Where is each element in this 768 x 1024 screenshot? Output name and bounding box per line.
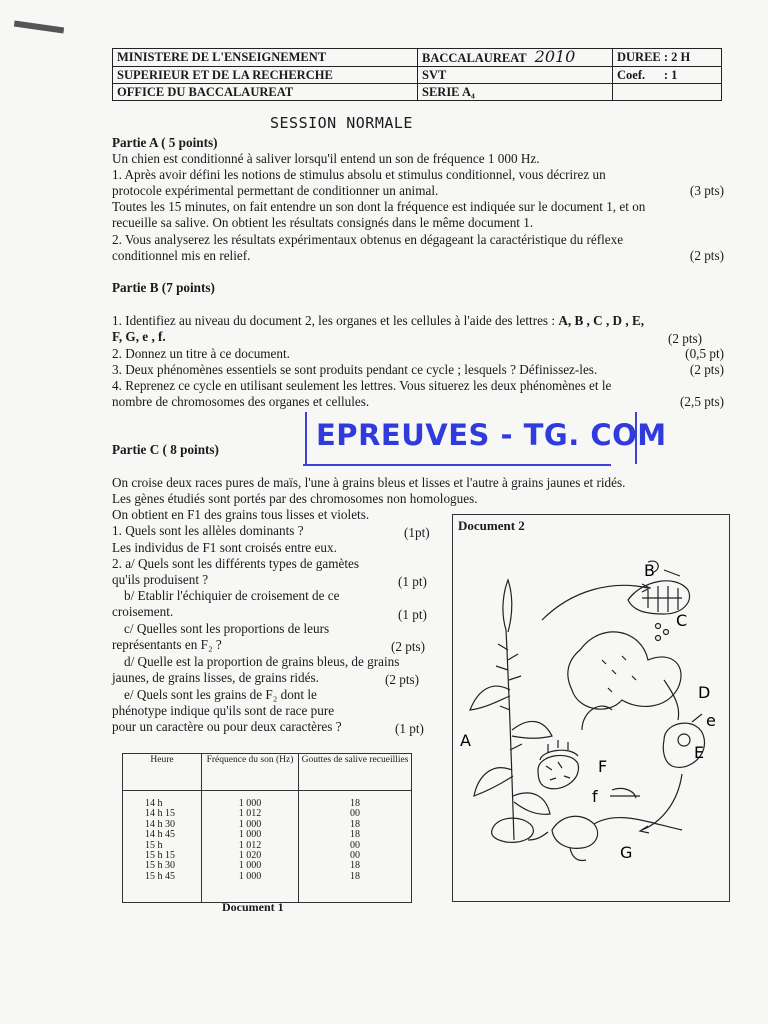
nucleus [678, 734, 690, 746]
partie-b-q1-letters-2: F, G, e , f. [112, 329, 166, 344]
table-cell-frequence: 1 012 [238, 839, 262, 851]
partie-b-title: Partie B (7 points) [112, 280, 215, 295]
partie-a-line: Toutes les 15 minutes, on fait entendre un son dont la fréquence est indiquée sur le document 1, et on [112, 199, 646, 214]
partie-c-q2b-2: croisement. [112, 604, 174, 619]
table-cell-heure: 15 h 45 [145, 870, 175, 882]
flower-d [568, 632, 681, 709]
partie-c-f1: Les individus de F1 sont croisés entre eux. [112, 540, 337, 555]
partie-b-q4-text: nombre de chromosomes des organes et cellules. [112, 394, 370, 409]
partie-c-q2e: e/ Quels sont les grains de F₂ dont le [124, 687, 317, 702]
points: (2 pts) [689, 248, 724, 263]
partie-c-q2c-2: représentants en F₂ ? [112, 637, 222, 652]
partie-c-q1: 1. Quels sont les allèles dominants ? [112, 523, 304, 538]
partie-c-q2a: 2. a/ Quels sont les différents types de gamètes [112, 556, 359, 571]
points: (2 pts) [689, 362, 724, 377]
partie-a-line: Un chien est conditionné à saliver lorsqu'il entend un son de fréquence 1 000 Hz. [112, 151, 540, 166]
points: (1 pt) [395, 721, 424, 736]
partie-b-q3-text: 3. Deux phénomènes essentiels se sont produits pendant ce cycle ; lesquels ? Définissez-les. [112, 362, 598, 377]
ministry-line-2: SUPERIEUR ET DE LA RECHERCHE [113, 67, 418, 84]
document-1-table [122, 753, 412, 903]
points: (2 pts) [391, 639, 426, 654]
label-f-lower: f [592, 787, 598, 806]
table-cell-frequence: 1 000 [238, 860, 262, 872]
plant-stem [506, 630, 514, 840]
points: (2 pts) [668, 331, 703, 346]
label-pointer [692, 714, 702, 722]
partie-c-intro: Les gènes étudiés sont portés par des chromosomes non homologues. [112, 491, 478, 506]
partie-c-q2b: b/ Etablir l'échiquier de croisement de ce [124, 588, 340, 603]
partie-a-line-text: conditionnel mis en relief. [112, 248, 251, 263]
cycle-arrow [664, 680, 679, 720]
coef-cell: Coef. : 1 [613, 67, 722, 84]
pollen-grain [664, 630, 669, 635]
exam-year: 2010 [534, 47, 576, 66]
partie-c-q2d: d/ Quelle est la proportion de grains bleus, de grains [124, 654, 400, 669]
points: (1pt) [404, 525, 430, 540]
table-header: Fréquence du son (Hz) [202, 754, 299, 791]
table-cell-frequence: 1 000 [238, 829, 262, 841]
label-a: A [460, 731, 471, 750]
plant-leaf [470, 686, 510, 710]
table-cell-frequence: 1 012 [238, 808, 262, 820]
points: (1 pt) [398, 607, 427, 622]
points: (1 pt) [398, 574, 427, 589]
watermark-stamp: EPREUVES - TG. COM [316, 418, 667, 452]
label-g: G [620, 843, 633, 862]
exam-cell [418, 49, 613, 67]
partie-c-q2a-2: qu'ils produisent ? [112, 572, 209, 587]
structure-f [610, 788, 640, 798]
table-cell-heure: 15 h 15 [145, 850, 175, 862]
partie-b-q2 [112, 345, 724, 362]
label-c: C [676, 611, 688, 630]
partie-a-line [112, 247, 724, 264]
points: (2 pts) [385, 672, 420, 687]
table-column-gouttes [299, 791, 412, 903]
anther-cells [642, 586, 682, 612]
flower-dots [602, 656, 636, 692]
table-cell-gouttes: 18 [350, 818, 360, 830]
subject-cell: SVT [418, 67, 613, 84]
partie-a-line: 1. Après avoir défini les notions de stimulus absolu et stimulus conditionnel, vous décrirez un [112, 167, 606, 182]
table-cell-frequence: 1 020 [238, 850, 262, 862]
partie-c-q2e-2: phénotype indique qu'ils sont de race pure [112, 703, 335, 718]
pollen-grain [656, 624, 661, 629]
seed-root [570, 848, 586, 861]
points: (0,5 pt) [685, 346, 724, 361]
table-cell-frequence: 1 000 [238, 818, 262, 830]
points: (3 pts) [689, 183, 724, 198]
cycle-arrow [542, 585, 648, 620]
partie-b-q2-text: 2. Donnez un titre à ce document. [112, 346, 290, 361]
plant-life-cycle-illustration [452, 540, 728, 900]
partie-b-q3 [112, 361, 724, 378]
table-header: Heure [123, 754, 202, 791]
label-b: B [644, 561, 655, 580]
table-cell-gouttes: 18 [350, 860, 360, 872]
label-e-lower: e [706, 711, 716, 730]
pollen-grain [656, 636, 661, 641]
seed-g [552, 816, 598, 848]
table-cell-heure: 14 h 45 [145, 829, 175, 841]
partie-b-q4: 4. Reprenez ce cycle en utilisant seulement les lettres. Vous situerez les deux phénomènes et le [112, 378, 612, 393]
table-cell-heure: 14 h [145, 798, 163, 809]
empty-cell [613, 84, 722, 101]
scan-mark [14, 21, 64, 34]
exam-name: BACCALAUREAT [422, 51, 527, 65]
partie-a-line [112, 182, 724, 199]
table-cell-heure: 15 h 30 [145, 860, 175, 872]
table-cell-frequence: 1 000 [238, 798, 262, 809]
partie-b-q1-letters: A, B , C , D , E, [558, 313, 645, 328]
partie-c-q2d-2: jaunes, de grains lisses, de grains ridés. [112, 670, 319, 685]
partie-a-line-text: protocole expérimental permettant de conditionner un animal. [112, 183, 439, 198]
partie-b-q4-b [112, 393, 724, 410]
plant-leaf [513, 793, 550, 814]
table-cell-gouttes: 00 [350, 839, 360, 851]
duree-cell: DUREE : 2 H [613, 49, 722, 67]
table-cell-gouttes: 00 [350, 850, 360, 862]
partie-a-title: Partie A ( 5 points) [112, 135, 218, 150]
partie-b-q1-text: 1. Identifiez au niveau du document 2, les organes et les cellules à l'aide des lettres : [112, 313, 559, 328]
table-column-frequence [202, 791, 299, 903]
label-f-upper: F [598, 757, 608, 776]
partie-c-title: Partie C ( 8 points) [112, 442, 219, 457]
partie-b-q1 [112, 312, 644, 329]
embryo-sac-f [538, 755, 579, 788]
seed-shoot [594, 818, 682, 830]
document-1-title: Document 1 [222, 900, 284, 914]
ministry-line-3: OFFICE DU BACCALAUREAT [113, 84, 418, 101]
table-header: Gouttes de salive recueillies [299, 754, 412, 791]
partie-a-line: recueille sa salive. On obtient les résultats consignés dans le même document 1. [112, 215, 534, 230]
table-cell-gouttes: 18 [350, 798, 360, 809]
table-cell-frequence: 1 000 [238, 870, 262, 882]
partie-c-q2e-3: pour un caractère ou pour deux caractères ? [112, 719, 342, 734]
partie-a-line: 2. Vous analyserez les résultats expérimentaux obtenus en dégageant la caractéristique du réflexe [112, 232, 624, 247]
document-2-title: Document 2 [458, 518, 525, 533]
ovule-cells [540, 740, 578, 760]
table-column-heure [123, 791, 202, 903]
points: (2,5 pts) [680, 394, 724, 409]
plant-leaf [512, 721, 552, 738]
table-cell-heure: 15 h [145, 839, 163, 851]
ministry-line-1: MINISTERE DE L'ENSEIGNEMENT [113, 49, 418, 67]
cycle-arrow [582, 706, 612, 730]
plant-leaf [474, 768, 513, 796]
table-cell-gouttes: 18 [350, 870, 360, 882]
partie-c-q2c: c/ Quelles sont les proportions de leurs [124, 621, 330, 636]
label-e-upper: E [694, 743, 705, 762]
label-d: D [698, 683, 711, 702]
exam-header-table [112, 48, 722, 101]
table-cell-gouttes: 00 [350, 808, 360, 820]
table-cell-gouttes: 18 [350, 829, 360, 841]
serie-cell: SERIE A₄ [418, 84, 613, 101]
watermark-underline [303, 464, 611, 466]
session-title: SESSION NORMALE [270, 114, 413, 132]
plant-roots [492, 818, 534, 842]
table-cell-heure: 14 h 15 [145, 808, 175, 820]
table-cell-heure: 14 h 30 [145, 818, 175, 830]
partie-c-intro: On croise deux races pures de maïs, l'une à grains bleus et lisses et l'autre à grains jaunes et ridés. [112, 475, 626, 490]
plant-inflorescence [503, 580, 512, 632]
partie-c-intro: On obtient en F1 des grains tous lisses et violets. [112, 507, 370, 522]
embryo-sac-cells [546, 762, 570, 780]
